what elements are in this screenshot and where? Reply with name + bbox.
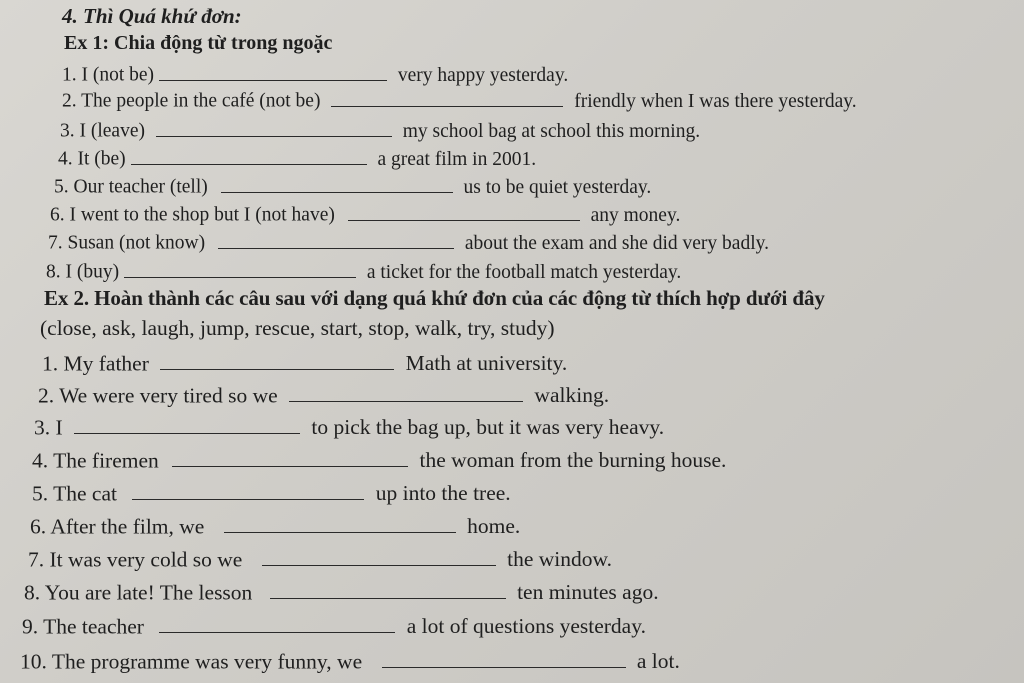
ex2-item xyxy=(30,513,520,538)
ex2-item-text: 2. We were very tired so we xyxy=(38,383,278,408)
ex2-item xyxy=(28,546,612,571)
answer-blank[interactable] xyxy=(156,118,392,137)
ex1-item-text: 5. Our teacher (tell) xyxy=(54,176,208,198)
ex1-item-text: very happy yesterday. xyxy=(397,64,569,86)
ex2-word-list: (close, ask, laugh, jump, rescue, start, stop, walk, try, study) xyxy=(40,316,555,340)
ex1-item-text: friendly when I was there yesterday. xyxy=(574,90,857,112)
answer-blank[interactable] xyxy=(262,546,496,566)
ex2-item-text: 5. The cat xyxy=(32,481,117,506)
ex1-item-text: 2. The people in the café (not be) xyxy=(62,90,321,112)
answer-blank[interactable] xyxy=(131,146,367,165)
ex1-item-text: a great film in 2001. xyxy=(377,148,537,170)
ex2-item xyxy=(38,382,609,407)
ex2-item-text: 10. The programme was very funny, we xyxy=(20,649,363,674)
ex1-item-text: 6. I went to the shop but I (not have) xyxy=(50,204,335,226)
ex2-item-text: 6. After the film, we xyxy=(30,514,205,539)
ex2-item-text: 7. It was very cold so we xyxy=(28,547,243,572)
answer-blank[interactable] xyxy=(382,648,626,668)
ex2-item-text: the woman from the burning house. xyxy=(419,448,727,473)
ex1-item xyxy=(48,230,769,253)
answer-blank[interactable] xyxy=(74,414,300,434)
ex1-item-text: 3. I (leave) xyxy=(60,120,145,142)
ex1-title: Ex 1: Chia động từ trong ngoặc xyxy=(64,32,333,54)
ex2-item-text: Math at university. xyxy=(405,351,568,376)
answer-blank[interactable] xyxy=(348,202,580,221)
ex2-item xyxy=(32,480,511,505)
section-title: 4. Thì Quá khứ đơn: xyxy=(62,4,242,28)
ex1-item-text: 1. I (not be) xyxy=(62,64,155,86)
answer-blank[interactable] xyxy=(224,513,456,533)
ex1-item-text: 7. Susan (not know) xyxy=(48,232,206,254)
answer-blank[interactable] xyxy=(160,350,394,370)
answer-blank[interactable] xyxy=(289,382,523,402)
answer-blank[interactable] xyxy=(124,259,356,278)
ex2-item xyxy=(22,613,646,638)
ex1-item-text: any money. xyxy=(590,204,681,226)
ex2-item-text: a lot. xyxy=(636,649,680,674)
ex2-item xyxy=(42,350,567,375)
ex2-item-text: 4. The firemen xyxy=(32,448,159,473)
ex2-item-text: to pick the bag up, but it was very heavy. xyxy=(311,415,665,440)
ex1-item-text: 4. It (be) xyxy=(58,148,126,170)
ex1-item xyxy=(46,259,681,282)
ex1-item-text: us to be quiet yesterday. xyxy=(463,176,652,198)
ex2-item-text: 3. I xyxy=(34,415,63,440)
answer-blank[interactable] xyxy=(331,88,563,107)
ex1-item-text: about the exam and she did very badly. xyxy=(464,232,769,254)
answer-blank[interactable] xyxy=(270,579,506,599)
ex2-item-text: walking. xyxy=(534,383,610,408)
ex1-item xyxy=(58,146,536,169)
ex1-item-text: 8. I (buy) xyxy=(46,261,120,283)
ex1-item xyxy=(62,88,857,111)
ex2-item-text: up into the tree. xyxy=(375,481,511,506)
answer-blank[interactable] xyxy=(172,447,408,467)
answer-blank[interactable] xyxy=(221,174,453,193)
answer-blank[interactable] xyxy=(159,62,387,81)
ex2-item xyxy=(34,414,664,439)
ex1-item-text: a ticket for the football match yesterday. xyxy=(366,261,682,283)
ex2-item xyxy=(24,579,659,604)
ex2-item-text: a lot of questions yesterday. xyxy=(406,614,646,639)
ex1-item xyxy=(62,62,568,85)
ex2-item-text: home. xyxy=(467,514,521,539)
ex1-item xyxy=(54,174,651,197)
ex1-item xyxy=(50,202,680,225)
ex2-item-text: ten minutes ago. xyxy=(517,580,659,605)
answer-blank[interactable] xyxy=(132,480,364,500)
answer-blank[interactable] xyxy=(218,230,454,249)
ex2-item-text: 8. You are late! The lesson xyxy=(24,580,253,605)
ex2-item-text: the window. xyxy=(507,547,613,572)
ex2-item-text: 1. My father xyxy=(42,351,149,376)
ex2-item-text: 9. The teacher xyxy=(22,614,144,639)
ex1-item-text: my school bag at school this morning. xyxy=(402,120,701,142)
answer-blank[interactable] xyxy=(159,613,395,633)
ex2-item xyxy=(32,447,726,472)
ex1-item xyxy=(60,118,700,141)
ex2-item xyxy=(20,648,680,673)
ex2-title: Ex 2. Hoàn thành các câu sau với dạng quá khứ đơn của các động từ thích hợp dưới đây xyxy=(44,286,825,310)
